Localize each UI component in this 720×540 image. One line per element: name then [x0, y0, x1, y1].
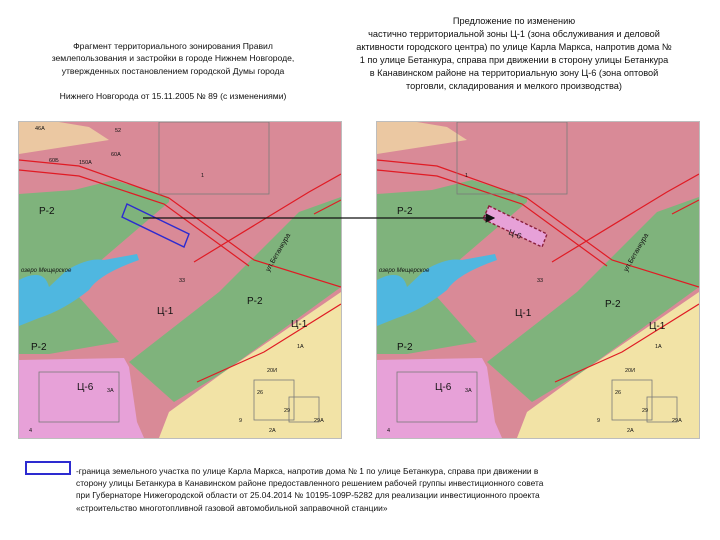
- house-number: 4: [29, 428, 33, 434]
- right-caption-line: Предложение по изменению: [452, 16, 576, 26]
- house-number: 33: [179, 278, 186, 284]
- right-map-caption: [328, 15, 700, 93]
- house-number: 2А: [269, 428, 276, 434]
- house-number: 3А: [465, 388, 472, 394]
- zone-c6-area: [19, 358, 144, 438]
- left-caption-line: утвержденных постановлением городской Думы города: [61, 65, 285, 76]
- house-number: 20И: [625, 368, 636, 374]
- house-number: 29: [642, 408, 649, 414]
- zone-label-c1: Ц-1: [515, 308, 532, 319]
- house-number: 1А: [655, 344, 662, 350]
- legend-line: сторону улицы Бетанкура в Канавинском районе предоставленного решением рабочей группы инвестиционного совета: [76, 478, 544, 489]
- house-number: 29А: [672, 418, 682, 424]
- right-caption-line: 1 по улице Бетанкура, справа при движении в сторону улицы Бетанкура: [359, 55, 669, 65]
- legend-line: «строительство многотопливной газовой автомобильной заправочной станции»: [76, 502, 388, 513]
- lake-label: озеро Мещерское: [379, 268, 430, 274]
- zone-label-r2: Р-2: [247, 296, 263, 307]
- house-number: 33: [537, 278, 544, 284]
- left-caption-line: землепользования и застройки в городе Нижнем Новгороде,: [51, 53, 295, 64]
- zone-label-c6-parcel: Ц-6: [507, 227, 523, 241]
- house-number: 26: [257, 390, 264, 396]
- zone-label-c1: Ц-1: [291, 319, 308, 330]
- house-number: 1: [465, 173, 469, 179]
- zone-label-c6: Ц-6: [77, 382, 94, 393]
- zone-label-r2: Р-2: [31, 342, 47, 353]
- house-number: 29А: [314, 418, 324, 424]
- zone-label-c1: Ц-1: [649, 321, 666, 332]
- zone-label-r2: Р-2: [397, 342, 413, 353]
- house-number: 60А: [111, 152, 121, 158]
- zone-label-r2: Р-2: [39, 206, 55, 217]
- house-number: 26: [615, 390, 622, 396]
- right-caption-line: активности городского центра) по улице Карла Маркса, напротив дома №: [356, 42, 672, 52]
- street-label: ул.Бетанкура: [622, 232, 651, 273]
- house-number: 52: [115, 128, 122, 134]
- left-caption-line: Фрагмент территориального зонирования Правил: [73, 41, 273, 51]
- street-label: ул.Бетанкура: [264, 232, 293, 273]
- house-number: 4: [387, 428, 391, 434]
- house-number: 9: [239, 418, 243, 424]
- house-number: 1: [201, 173, 205, 179]
- lake-label: озеро Мещерское: [21, 268, 72, 274]
- right-caption-line: частично территориальной зоны Ц-1 (зона обслуживания и деловой: [368, 29, 660, 39]
- right-caption-line: в Канавинском районе на территориальную зону Ц-6 (зона оптовой: [369, 68, 659, 78]
- proposed-zoning-map: [376, 121, 700, 439]
- house-number: 60Б: [49, 158, 59, 164]
- left-caption-line: Нижнего Новгорода от 15.11.2005 № 89 (с изменениями): [59, 91, 287, 102]
- legend-line: -граница земельного участка по улице Карла Маркса, напротив дома № 1 по улице Бетанкура, справа при движении в: [76, 466, 539, 476]
- current-zoning-map: [18, 121, 342, 439]
- house-number: 9: [597, 418, 601, 424]
- right-caption-line: торговли, складирования и мелкого производства): [406, 81, 622, 91]
- left-map-caption: [28, 40, 318, 103]
- house-number: 1А: [297, 344, 304, 350]
- house-number: 46А: [35, 126, 45, 132]
- parcel-border-swatch: [25, 461, 71, 475]
- house-number: 20И: [267, 368, 278, 374]
- house-number: 150А: [79, 160, 92, 166]
- legend-description: [76, 465, 706, 514]
- zone-label-r2: Р-2: [605, 299, 621, 310]
- house-number: 3А: [107, 388, 114, 394]
- legend-line: при Губернаторе Нижегородской области от 25.04.2014 № 10195-109Р-5282 для реализации инвестиционного проекта: [76, 490, 540, 501]
- zone-label-c6: Ц-6: [435, 382, 452, 393]
- zone-label-r2: Р-2: [397, 206, 413, 217]
- zone-c6-area: [377, 358, 502, 438]
- house-number: 2А: [627, 428, 634, 434]
- zone-label-c1: Ц-1: [157, 306, 174, 317]
- house-number: 29: [284, 408, 291, 414]
